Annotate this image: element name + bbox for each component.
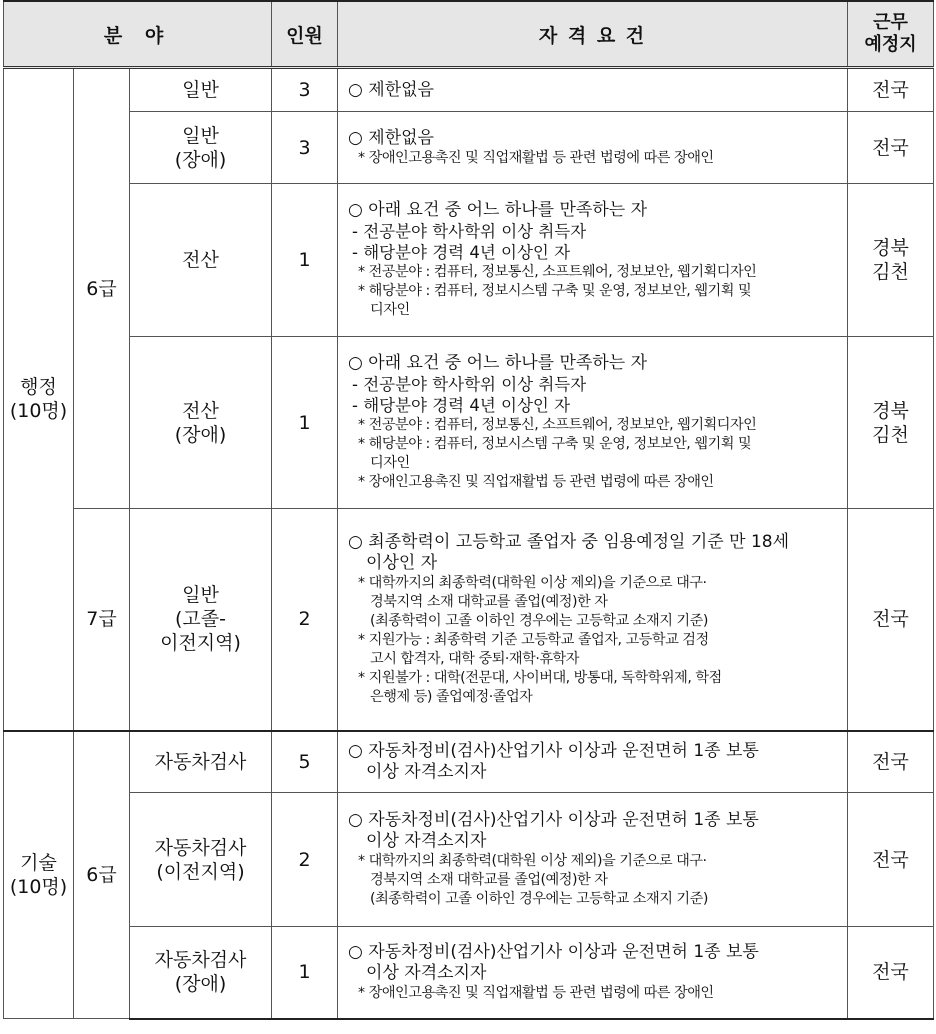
position-cell — [130, 112, 272, 184]
requirements-cell — [338, 337, 848, 509]
table-header-row — [4, 1, 934, 68]
position-line: (장애) — [174, 973, 227, 996]
requirements-cell — [338, 731, 848, 793]
requirement-line: * 장애인고용촉진 및 직업재활법 등 관련 법령에 따른 장애인 — [358, 149, 714, 166]
position-line: 전산 — [182, 399, 219, 422]
header-location — [848, 1, 934, 68]
requirement-line: ○ 최종학력이 고등학교 졸업자 중 임용예정일 기준 만 18세 — [348, 531, 790, 552]
requirement-line: * 지원불가 : 대학(전문대, 사이버대, 방통대, 독학학위제, 학점 — [358, 669, 722, 686]
position-cell — [130, 927, 272, 1019]
count-cell: 2 — [272, 793, 338, 927]
header-location-line1: 근무 — [873, 12, 908, 33]
count-cell: 1 — [272, 184, 338, 337]
requirement-line: * 장애인고용촉진 및 직업재활법 등 관련 법령에 따른 장애인 — [358, 474, 714, 490]
requirement-line: 은행제 등) 졸업예정·졸업자 — [370, 688, 533, 705]
requirement-line: ○ 제한없음 — [348, 127, 434, 148]
category-tech-line2: (10명) — [9, 875, 68, 898]
header-field — [4, 1, 272, 68]
table-row — [4, 184, 934, 337]
table-row — [4, 927, 934, 1019]
requirement-line: * 전공분야 : 컴퓨터, 정보통신, 소프트웨어, 정보보안, 웹기획디자인 — [358, 264, 757, 280]
requirement-line: ○ 자동차정비(검사)산업기사 이상과 운전면허 1종 보통 — [348, 740, 759, 761]
requirement-line: 이상인 자 — [366, 552, 438, 573]
location-line: 전국 — [872, 608, 909, 631]
position-line: 일반 — [182, 79, 219, 101]
requirement-line: (최종학력이 고졸 이하인 경우에는 고등학교 소재지 기준) — [370, 891, 708, 907]
position-cell — [130, 337, 272, 509]
table-row — [4, 68, 934, 112]
requirement-line: - 전공분야 학사학위 이상 취득자 — [352, 375, 587, 394]
count-cell: 3 — [272, 112, 338, 184]
grade-admin-7: 7급 — [74, 509, 130, 731]
count-cell: 3 — [272, 68, 338, 112]
location-cell — [848, 68, 934, 112]
category-admin — [4, 68, 74, 731]
table-row — [4, 793, 934, 927]
recruitment-table — [3, 0, 934, 1020]
requirement-line: 디자인 — [370, 455, 410, 471]
category-tech — [4, 731, 74, 1019]
location-line: 김천 — [872, 423, 909, 446]
requirement-line: 디자인 — [370, 302, 410, 318]
position-line: (이전지역) — [156, 860, 245, 883]
requirement-line: * 대학까지의 최종학력(대학원 이상 제외)을 기준으로 대구· — [358, 574, 707, 591]
category-admin-line1: 행정 — [20, 376, 57, 399]
count-cell: 1 — [272, 927, 338, 1019]
requirement-line: * 지원가능 : 최종학력 기준 고등학교 졸업자, 고등학교 검정 — [358, 631, 709, 648]
requirement-line: - 해당분야 경력 4년 이상인 자 — [352, 243, 571, 262]
location-cell — [848, 509, 934, 731]
location-cell — [848, 184, 934, 337]
requirement-line: 고시 합격자, 대학 중퇴·재학·휴학자 — [370, 650, 579, 667]
requirements-cell — [338, 112, 848, 184]
location-line: 전국 — [872, 961, 909, 984]
requirement-line: - 전공분야 학사학위 이상 취득자 — [352, 222, 587, 241]
position-line: 자동차검사 — [154, 836, 247, 859]
position-cell — [130, 731, 272, 793]
location-line: 전국 — [872, 79, 909, 101]
position-line: (장애) — [174, 148, 227, 171]
position-line: 일반 — [182, 584, 219, 607]
header-count: 인원 — [272, 1, 338, 68]
position-line: 자동차검사 — [154, 949, 247, 972]
category-admin-line2: (10명) — [9, 400, 68, 423]
requirement-line: 이상 자격소지자 — [366, 962, 487, 983]
position-line: 전산 — [182, 249, 219, 271]
requirements-cell — [338, 927, 848, 1019]
table-row — [4, 337, 934, 509]
position-cell — [130, 184, 272, 337]
location-cell — [848, 927, 934, 1019]
position-cell — [130, 509, 272, 731]
requirement-line: 이상 자격소지자 — [366, 761, 487, 782]
requirement-line: * 해당분야 : 컴퓨터, 정보시스템 구축 및 운영, 정보보안, 웹기획 및 — [358, 436, 752, 452]
requirement-line: ○ 아래 요건 중 어느 하나를 만족하는 자 — [348, 353, 648, 373]
requirements-cell — [338, 793, 848, 927]
location-line: 전국 — [872, 750, 909, 773]
position-line: 자동차검사 — [154, 750, 247, 773]
table-row — [4, 112, 934, 184]
location-cell — [848, 337, 934, 509]
requirement-line: 이상 자격소지자 — [366, 831, 487, 851]
requirement-line: 경북지역 소재 대학교를 졸업(예정)한 자 — [370, 593, 608, 610]
requirement-line: 경북지역 소재 대학교를 졸업(예정)한 자 — [370, 872, 608, 888]
requirement-line: ○ 자동차정비(검사)산업기사 이상과 운전면허 1종 보통 — [348, 941, 759, 962]
grade-admin-6: 6급 — [74, 68, 130, 509]
position-cell — [130, 68, 272, 112]
position-line: 이전지역) — [160, 632, 241, 655]
location-line: 전국 — [872, 848, 909, 871]
location-cell — [848, 793, 934, 927]
requirement-line: ○ 자동차정비(검사)산업기사 이상과 운전면허 1종 보통 — [348, 810, 759, 830]
grade-tech-6: 6급 — [74, 731, 130, 1019]
requirement-line: * 장애인고용촉진 및 직업재활법 등 관련 법령에 따른 장애인 — [358, 984, 714, 1001]
requirements-cell — [338, 68, 848, 112]
requirement-line: ○ 제한없음 — [348, 79, 434, 100]
requirement-line: - 해당분야 경력 4년 이상인 자 — [352, 396, 571, 415]
position-line: 일반 — [182, 124, 219, 147]
requirements-cell — [338, 184, 848, 337]
count-cell: 5 — [272, 731, 338, 793]
header-requirements — [338, 1, 848, 68]
table-row — [4, 731, 934, 793]
location-line: 김천 — [872, 261, 909, 283]
header-requirements-label: 자 격 요 건 — [538, 24, 647, 47]
position-cell — [130, 793, 272, 927]
header-field-label: 분 야 — [103, 24, 172, 47]
position-line: (장애) — [174, 423, 227, 446]
location-cell — [848, 112, 934, 184]
requirements-cell — [338, 509, 848, 731]
location-line: 전국 — [872, 136, 909, 159]
table-row — [4, 509, 934, 731]
category-tech-line1: 기술 — [20, 851, 57, 874]
count-cell: 1 — [272, 337, 338, 509]
location-cell — [848, 731, 934, 793]
header-location-line2: 예정지 — [864, 34, 917, 55]
requirement-line: ○ 아래 요건 중 어느 하나를 만족하는 자 — [348, 200, 648, 220]
count-cell: 2 — [272, 509, 338, 731]
requirement-line: * 전공분야 : 컴퓨터, 정보통신, 소프트웨어, 정보보안, 웹기획디자인 — [358, 417, 757, 433]
location-line: 경북 — [872, 237, 909, 259]
location-line: 경북 — [872, 399, 909, 422]
position-line: (고졸- — [175, 608, 226, 631]
requirement-line: * 해당분야 : 컴퓨터, 정보시스템 구축 및 운영, 정보보안, 웹기획 및 — [358, 283, 752, 299]
requirement-line: (최종학력이 고졸 이하인 경우에는 고등학교 소재지 기준) — [370, 612, 708, 629]
requirement-line: * 대학까지의 최종학력(대학원 이상 제외)을 기준으로 대구· — [358, 853, 707, 869]
